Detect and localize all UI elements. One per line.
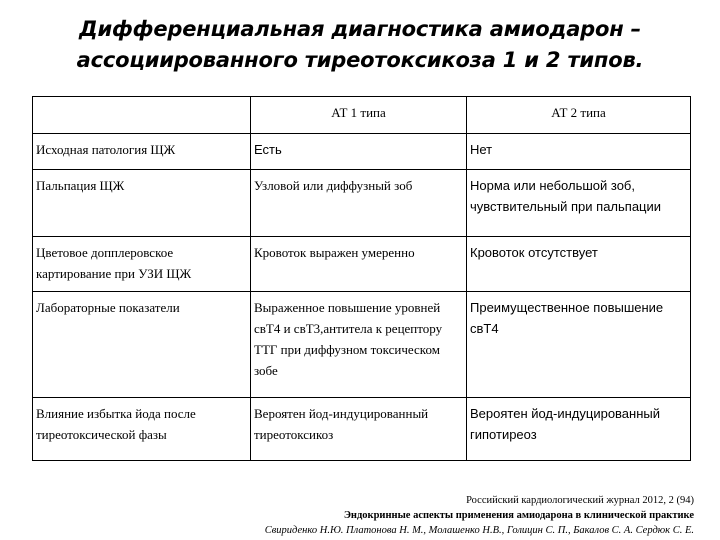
- row-label: Лабораторные показатели: [33, 292, 251, 398]
- cell-type2: Преимущественное повышение свТ4: [467, 292, 691, 398]
- cell-type1: Выраженное повышение уровней свТ4 и свТ3,антитела к рецептору ТТГ при диффузном токсическом зобе: [251, 292, 467, 398]
- table-row: [33, 398, 691, 461]
- citation-article: Эндокринные аспекты применения амиодарона в клинической практике: [343, 510, 694, 521]
- citation-authors: Свириденко Н.Ю. Платонова Н. М., Молашенко Н.В., Голицин С. П., Бакалов С. А. Сердюк С. Е.: [264, 525, 694, 536]
- cell-type1: Вероятен йод-индуцированный тиреотоксикоз: [251, 398, 467, 461]
- row-label: Пальпация ЩЖ: [33, 170, 251, 237]
- table-row: [33, 292, 691, 398]
- table-row: [33, 237, 691, 292]
- table-row: [33, 170, 691, 237]
- cell-type1: Есть: [251, 134, 467, 170]
- cell-type1: Кровоток выражен умеренно: [251, 237, 467, 292]
- cell-type2: Нет: [467, 134, 691, 170]
- citation-journal: Российский кардиологический журнал 2012, 2 (94): [466, 495, 694, 506]
- cell-type2: Норма или небольшой зоб, чувствительный при пальпации: [467, 170, 691, 237]
- title-line-2: ассоциированного тиреотоксикоза 1 и 2 типов.: [76, 48, 644, 72]
- table-header-row: [33, 97, 691, 134]
- row-label: Влияние избытка йода после тиреотоксической фазы: [33, 398, 251, 461]
- row-label: Исходная патология ЩЖ: [33, 134, 251, 170]
- header-cell-empty: [33, 97, 251, 134]
- header-cell-type1: АТ 1 типа: [251, 97, 467, 134]
- header-cell-type2: АТ 2 типа: [467, 97, 691, 134]
- table-row: [33, 134, 691, 170]
- slide-title: [30, 14, 690, 76]
- cell-type1: Узловой или диффузный зоб: [251, 170, 467, 237]
- diagnosis-table: [32, 96, 691, 461]
- title-line-1: Дифференциальная диагностика амиодарон –: [79, 17, 641, 41]
- row-label: Цветовое допплеровское картирование при УЗИ ЩЖ: [33, 237, 251, 292]
- cell-type2: Кровоток отсутствует: [467, 237, 691, 292]
- citation: [265, 493, 694, 538]
- cell-type2: Вероятен йод-индуцированный гипотиреоз: [467, 398, 691, 461]
